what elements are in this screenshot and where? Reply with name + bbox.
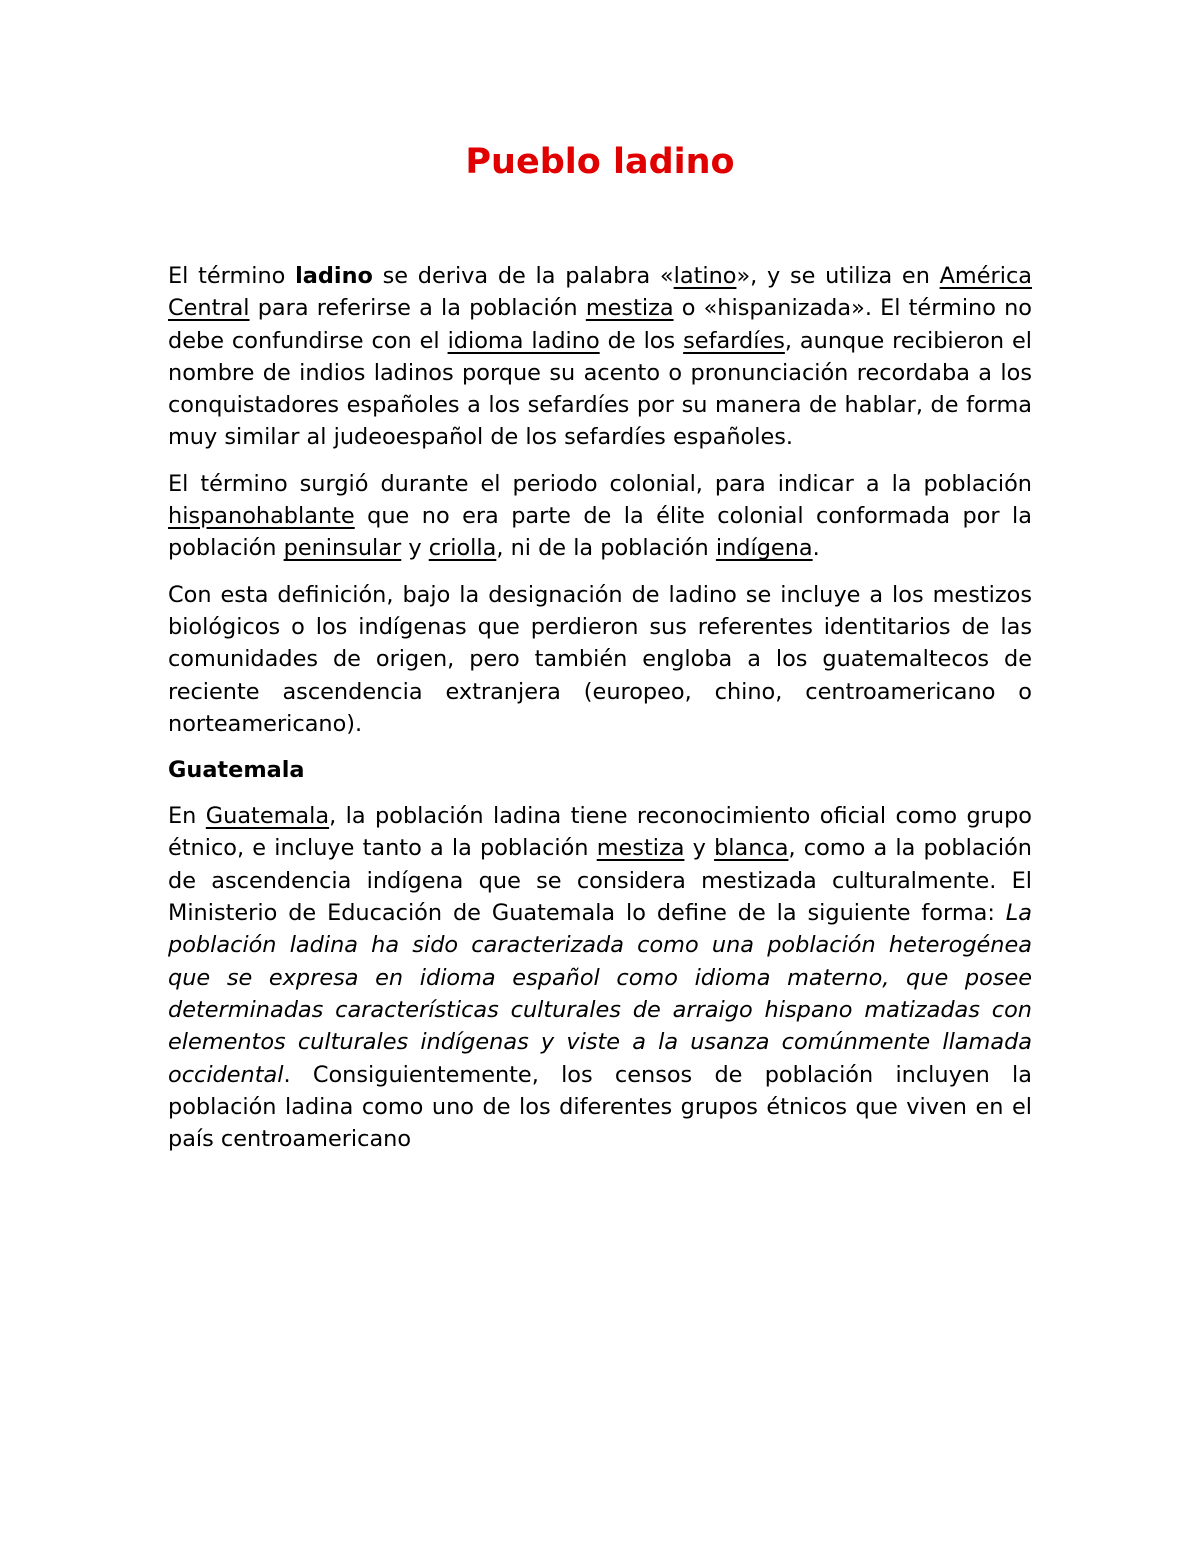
text-run: se deriva de la palabra « — [372, 263, 674, 289]
document-page — [168, 140, 1032, 1169]
text-run: Con esta definición, bajo la designación de ladino se incluye a los mestizos biológicos o los indígenas que perdieron sus referentes identitarios de las comunidades de origen, pero también engloba a los guatemaltecos de reciente ascendencia extranjera (europeo, chino, centroamericano o norteamericano). — [168, 581, 1032, 737]
hyperlink[interactable]: mestiza — [585, 295, 674, 322]
section-heading-guatemala: Guatemala — [168, 757, 305, 784]
text-run: , ni de la población — [496, 535, 716, 562]
hyperlink[interactable]: indígena — [715, 535, 813, 562]
hyperlink[interactable]: latino — [673, 263, 737, 289]
hyperlink[interactable]: Guatemala — [205, 803, 330, 830]
hyperlink[interactable]: peninsular — [283, 535, 402, 562]
text-run: El término — [168, 263, 296, 289]
text-run: . Consiguientemente, los censos de población incluyen la población ladina como uno de los diferentes grupos étnicos que viven en el país centroamericano — [168, 1061, 1032, 1153]
hyperlink[interactable]: mestiza — [596, 835, 685, 862]
hyperlink[interactable]: idioma ladino — [447, 327, 600, 354]
bold-term: ladino — [295, 263, 373, 289]
text-run: y — [684, 835, 715, 862]
text-run: para referirse a la población — [249, 295, 586, 322]
text-run: y — [401, 535, 429, 562]
hyperlink[interactable]: sefardíes — [683, 327, 785, 354]
paragraph-intro — [168, 260, 1032, 454]
text-run: . — [812, 535, 820, 562]
hyperlink[interactable]: hispanohablante — [168, 503, 355, 530]
paragraph-definition — [168, 579, 1032, 740]
hyperlink[interactable]: criolla — [428, 535, 497, 562]
paragraph-colonial — [168, 468, 1032, 565]
text-run: El término surgió durante el periodo colonial, para indicar a la población — [168, 470, 1032, 497]
text-run: , la población ladina tiene reconocimiento oficial como grupo étnico, e incluye tanto a la población — [168, 803, 1032, 862]
text-run: de los — [599, 327, 684, 354]
paragraph-guatemala — [168, 800, 1032, 1155]
text-run: », y se utiliza en — [736, 263, 940, 289]
hyperlink[interactable]: blanca — [714, 835, 789, 862]
text-run: En — [168, 803, 206, 830]
hyperlink[interactable]: América Central — [168, 263, 1032, 322]
italic-quote: La población ladina ha sido caracterizada como una población heterogénea que se expresa en idioma español como idioma materno, que posee determinadas características culturales de arraigo hispano matizadas con elementos culturales indígenas y viste a la usanza comúnmente llamada occidental — [168, 900, 1032, 1088]
text-run: o «hispanizada». El término no debe confundirse con el — [168, 295, 1033, 354]
text-run: , aunque recibieron el nombre de indios ladinos porque su acento o pronunciación recordaba a los conquistadores españoles a los sefardíes por su manera de hablar, de forma muy similar al judeoespañol de los sefardíes españoles. — [168, 327, 1032, 451]
document-title: Pueblo ladino — [465, 142, 735, 182]
text-run: , como a la población de ascendencia indígena que se considera mestizada culturalmente. El Ministerio de Educación de Guatemala lo define de la siguiente forma: — [168, 835, 1032, 927]
text-run: que no era parte de la élite colonial conformada por la población — [168, 503, 1032, 562]
